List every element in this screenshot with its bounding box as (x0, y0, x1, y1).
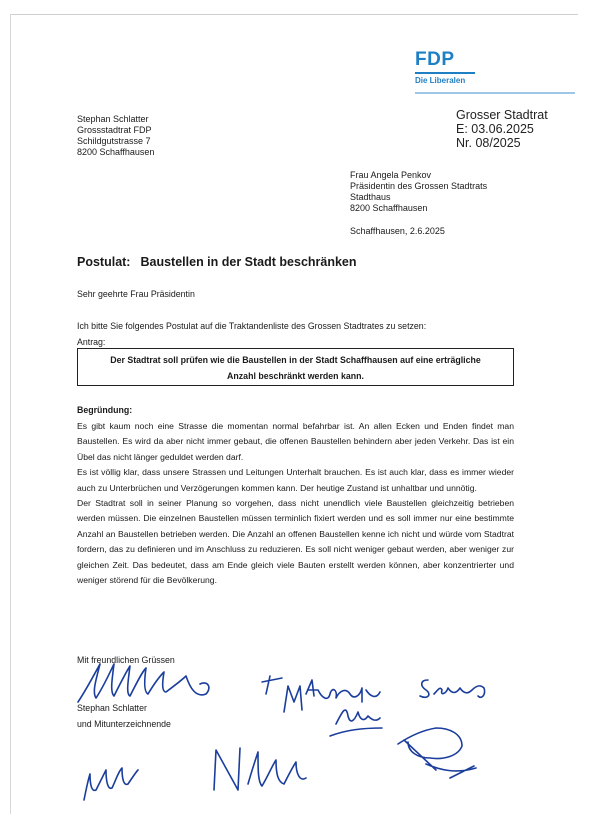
salutation: Sehr geehrte Frau Präsidentin (77, 289, 195, 299)
place-date: Schaffhausen, 2.6.2025 (350, 226, 445, 236)
signature-schlatter (78, 664, 209, 702)
logo-name: FDP (415, 49, 455, 70)
signature-nlee (214, 748, 306, 790)
logo-rule (415, 72, 475, 74)
recipient-building: Stadthaus (350, 192, 391, 202)
stamp-number: Nr. 08/2025 (456, 136, 521, 150)
fdp-logo (415, 50, 495, 86)
signer-name: Stephan Schlatter (77, 703, 147, 713)
stamp-council: Grosser Stadtrat (456, 108, 548, 122)
recipient-address (350, 170, 487, 214)
signature-bruengger (420, 680, 485, 697)
document-title (77, 255, 357, 269)
logo-tagline: Die Liberalen (415, 76, 466, 85)
reason-heading: Begründung: (77, 405, 133, 415)
recipient-name: Frau Angela Penkov (350, 170, 432, 180)
title-topic: Baustellen in der Stadt beschränken (140, 255, 357, 269)
sender-street: Schildgutstrasse 7 (77, 136, 151, 146)
cosigners-note: und Mitunterzeichnende (77, 719, 171, 729)
page-edge-left (10, 14, 11, 814)
page-edge-top (10, 14, 578, 15)
signature-crossed (398, 728, 476, 778)
sender-city: 8200 Schaffhausen (77, 147, 155, 157)
reason-body (77, 419, 514, 588)
stamp-received-date: E: 03.06.2025 (456, 122, 534, 136)
signature-looped (330, 710, 382, 736)
antrag-box (77, 348, 514, 386)
sender-role: Grossstadtrat FDP (77, 125, 152, 135)
closing-greeting: Mit freundlichen Grüssen (77, 655, 175, 665)
antrag-line-2: Anzahl beschränkt werden kann. (227, 371, 364, 381)
reason-paragraph: Es gibt kaum noch eine Strasse die momentan normal befahrbar ist. An allen Ecken und Enden findet man Baustellen. Es wird da aber nicht immer gebaut, die offenen Baustellen behindern aber jeden Verkehr. Das ist ein Übel das nicht länger geduldet werden darf. (77, 421, 514, 462)
sender-name: Stephan Schlatter (77, 114, 149, 124)
reason-paragraph: Der Stadtrat soll in seiner Planung so vorgehen, dass nicht unendlich viele Baustellen gleichzeitig betrieben werden müssen. Die einzelnen Baustellen müssen terminlich fixiert werden und es soll immer nur eine bestimmte Anzahl an Baustellen betrieben werden. Die Anzahl an offenen Baustellen kenne ich nicht und würde vom Stadtrat fordern, das zu definieren und im Anschluss zu reduzieren. Es soll nicht weniger gebaut werden, aber weniger zur gleichen Zeit. Das bedeutet, dass am Ende gleich viele Bauten erstellt werden können, aber konzentrierter und weniger störend für die Bevölkerung. (77, 498, 514, 586)
antrag-label: Antrag: (77, 337, 106, 347)
signature-short (84, 768, 138, 800)
antrag-line-1: Der Stadtrat soll prüfen wie die Baustellen in der Stadt Schaffhausen auf eine erträgliche (110, 355, 481, 365)
receipt-stamp (456, 108, 548, 150)
recipient-role: Präsidentin des Grossen Stadtrats (350, 181, 488, 191)
reason-paragraph: Es ist völlig klar, dass unsere Strassen und Leitungen Unterhalt brauchen. Es ist auch klar, dass es immer wieder auch zu Unterbrüchen und Verzögerungen kommen kann. Der heutige Zustand ist unhaltbar und unnötig. (77, 467, 514, 493)
intro-sentence: Ich bitte Sie folgendes Postulat auf die Traktandenliste des Grossen Stadtrates zu setzen: (77, 321, 427, 331)
sender-address (77, 114, 154, 158)
logo-bar (415, 92, 575, 94)
title-label: Postulat: (77, 255, 131, 269)
recipient-city: 8200 Schaffhausen (350, 203, 428, 213)
signature-hardmeier (262, 676, 380, 712)
